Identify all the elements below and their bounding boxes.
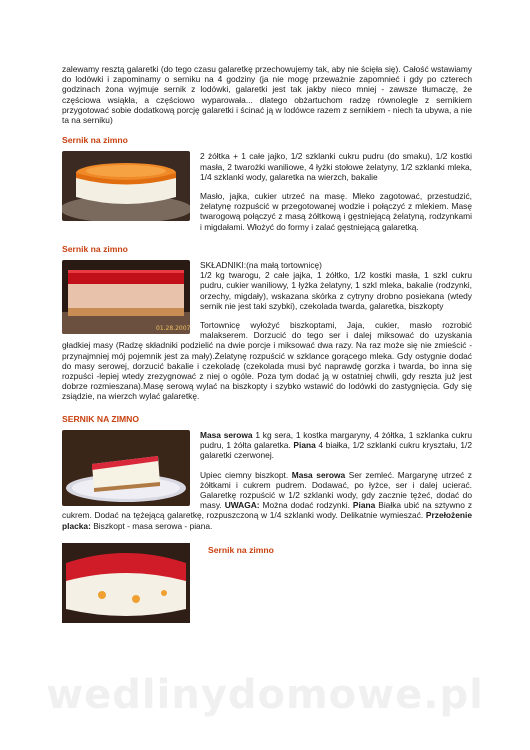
recipe-3-text-1: 1 kg sera, 1 kostka margaryny, 4 żółtka, 1 szklanka cukru pudru, 1 żółta galaretka.	[200, 429, 472, 451]
recipe-4-photo	[62, 543, 190, 623]
recipe-3-text-4: Ser zemleć. Margarynę utrzeć z żółtkami i cukrem pudrem. Dodawać, po łyżce, ser i dalej ucierać. Galaretkę rozpuścić w 1/2 szklanki wody, gdy zacznie tężeć, dodać do masy.	[200, 469, 472, 511]
document-page	[62, 64, 472, 623]
recipe-3-label-masa: Masa serowa	[200, 429, 253, 440]
recipe-3-title: SERNIK NA ZIMNO	[62, 413, 140, 424]
recipe-3-label-masa-2: Masa serowa	[291, 469, 346, 480]
recipe-1-photo	[62, 151, 190, 221]
recipe-2-method: Tortownicę wyłożyć biszkoptami, Jaja, cukier, masło rozrobić malakserem. Dorzucić do tego ser i dalej miksować do uzyskania gładkiej masy (Radzę składniki podzielić na dwie porcje i miksować dwa razy. Na raz może się nie zmieścić -przynajmniej mój pojemnik jest za mały).Żelatynę rozpuścić w szklance gorącego mleka. Gdy ostygnie dodać do masy serowej, dorzucić bakalie i czekoladę (czekolada musi być naprawdę gorzka i twarda, bo inna się rozpuści -lepiej wtedy zrezygnować z niej o ogóle. Poza tym dodać ją w ostatniej chwili, gdy reszta już jest dobrze rozmieszana).Masę serową wylać na biszkopty i szybko wstawić do lodówki do zastygnięcia. Gdy się zsiądzie, na wierzch wylać galaretkę.	[62, 320, 472, 402]
recipe-3-label-piana: Piana	[293, 440, 316, 451]
recipe-2-ingredients: 1/2 kg twarogu, 2 całe jajka, 1 żółtko, 1/2 kostki masła, 1 szkl cukru pudru, cukier waniliowy, 1 łyżka żelatyny, 1 szkl mleka, bakalie (rodzynki, orzechy, migdały), wskazana skórka z cytryny drobno posiekana (wtedy sernik nie jest taki szybki), czekolada twarda, galaretka, biszkopty	[200, 270, 472, 311]
recipe-1-title: Sernik na zimno	[62, 135, 128, 146]
recipe-3-label-piana-2: Piana	[352, 500, 376, 511]
recipe-1-ingredients: 2 żółtka + 1 całe jajko, 1/2 szklanki cukru pudru (do smaku), 1/2 kostki masła, 2 twarożki waniliowe, 4 łyżki stołowe żelatyny, 1/2 szklanki mleka, 1/4 szklanki wody, galaretka na wierzch, bakalie	[200, 151, 472, 182]
recipe-1	[62, 151, 472, 231]
recipe-3-photo	[62, 430, 190, 506]
recipe-3	[62, 430, 472, 531]
recipe-2-ingredients-label: SKŁADNIKI:(na małą tortownicę)	[200, 260, 322, 271]
recipe-1-method: Masło, jajka, cukier utrzeć na masę. Mleko zagotować, przestudzić, żelatynę rozpuścić w przegotowanej wodzie i połączyć z mlekiem. Masę twarogową połączyć z masą żółtkową i gęstniejącą żelatyną, rodzynkami i migdałami. Włożyć do formy i zalać gęstniejącą galaretką.	[200, 191, 472, 232]
recipe-3-label-uwaga: UWAGA:	[224, 500, 260, 511]
recipe-2-title: Sernik na zimno	[62, 243, 128, 254]
recipe-3-text-2: 4 białka, 1/2 szklanki cukru kryształu, 1/2 galaretki czerwonej.	[200, 440, 472, 461]
recipe-3-label-przelozenie: Przełożenie placka:	[62, 510, 472, 531]
recipe-3-text-6: Białka ubić na sztywno z cukrem. Dodać na tężejącą galaretkę, rozpuszczoną w 1/4 szklanki wody. Delikatnie wymieszać.	[62, 500, 472, 521]
recipe-2-photo-date: 01.28.2007	[156, 325, 190, 333]
intro-paragraph: zalewamy resztą galaretki (do tego czasu galaretkę przechowujemy tak, aby nie ścięła się). Całość wstawiamy do lodówki i zapominamy o serniku na 4 godziny (ja nie mogę przeważnie zapomnieć i gdy po czterech godzinach żona wyjmuje sernik z lodówki, galaretki jest tak jakby nieco mniej - zawsze tłumaczę, że częściowa wsiąkła, a częściowo wyparowała... dlatego obżartuchom radzę równolegle z sernikiem przygotować sobie dodatkową porcję galaretki i ścinać ją w lodówce razem z sernikiem - niech ta ubywa, a nie ta na serniku)	[62, 64, 472, 126]
recipe-4	[62, 543, 472, 623]
watermark: wedlinydomowe.pl	[46, 672, 484, 718]
recipe-3-text-5: Można dodać rodzynki.	[259, 500, 353, 511]
recipe-3-text-3: Upiec ciemny biszkopt.	[200, 469, 292, 480]
recipe-2-photo	[62, 260, 190, 334]
recipe-4-title: Sernik na zimno	[208, 544, 274, 555]
recipe-2	[62, 260, 472, 402]
recipe-3-text-7: Biszkopt - masa serowa - piana.	[90, 520, 213, 531]
